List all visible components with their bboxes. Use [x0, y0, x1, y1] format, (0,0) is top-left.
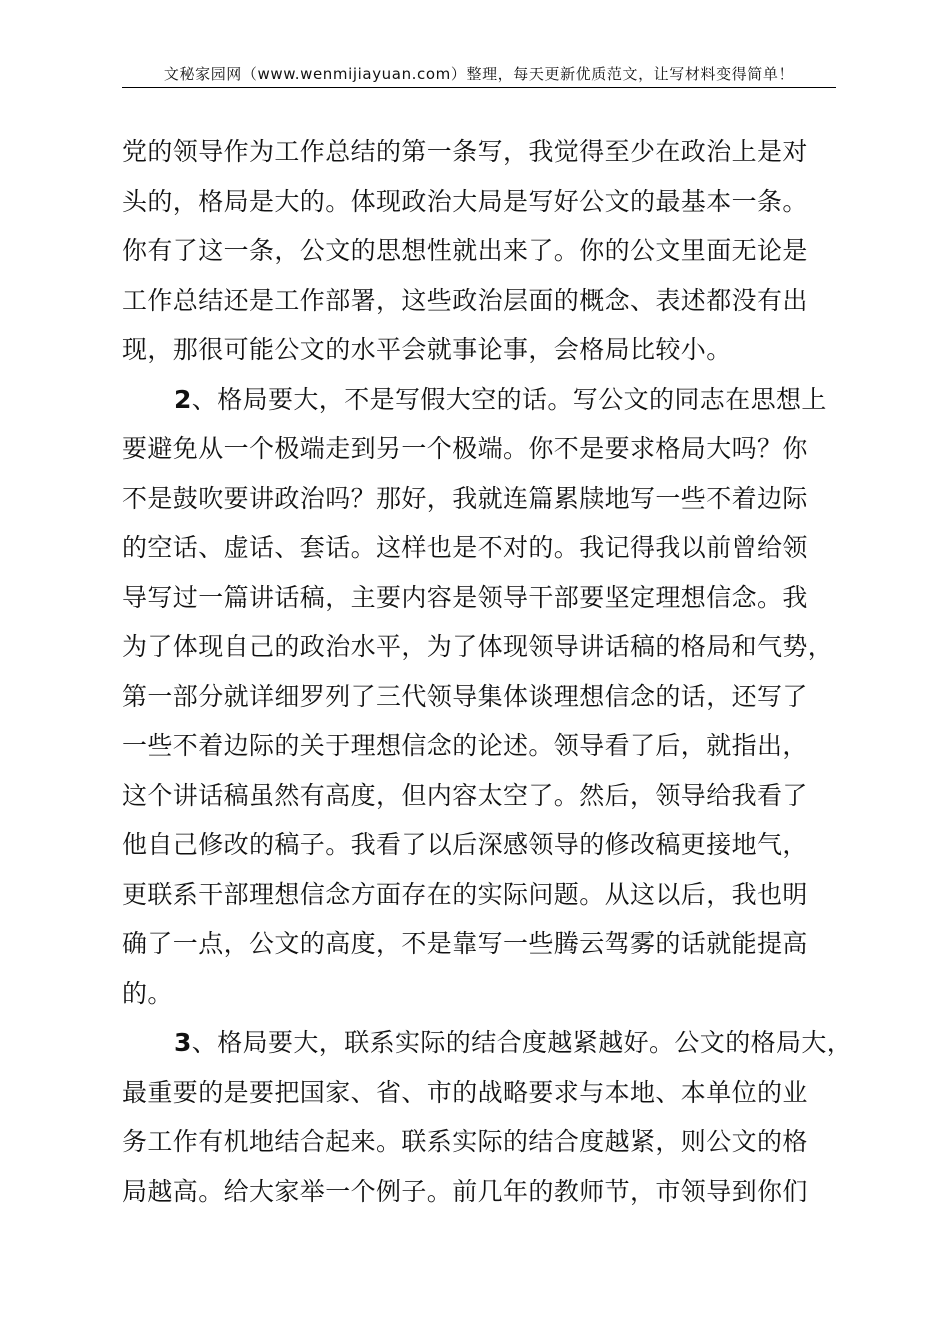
- text-line: 的空话、虚话、套话。这样也是不对的。我记得我以前曾给领: [122, 533, 808, 562]
- text-line: 党的领导作为工作总结的第一条写，我觉得至少在政治上是对: [122, 137, 808, 166]
- header-divider: [122, 87, 836, 88]
- item-number: 2: [174, 384, 192, 414]
- paragraph-3: [122, 1018, 853, 1216]
- text-line: 导写过一篇讲话稿，主要内容是领导干部要坚定理想信念。我: [122, 582, 808, 612]
- text-line: 第一部分就详细罗列了三代领导集体谈理想信念的话，还写了: [122, 681, 808, 711]
- text-line: 局越高。给大家举一个例子。前几年的教师节，市领导到你们: [122, 1176, 808, 1206]
- paragraph-first-line: [122, 1018, 853, 1068]
- text-line: 他自己修改的稿子。我看了以后深感领导的修改稿更接地气，: [122, 830, 808, 859]
- item-number: 3: [174, 1028, 192, 1057]
- site-header-text: 文秘家园网（www.wenmijiayuan.com）整理，每天更新优质范文，让写材料变得简单！: [163, 65, 795, 83]
- text-line: 的。: [122, 978, 173, 1008]
- text-line: 一些不着边际的关于理想信念的论述。领导看了后，就指出，: [122, 731, 808, 760]
- text-line: 你有了这一条，公文的思想性就出来了。你的公文里面无论是: [122, 236, 808, 265]
- text-line: 确了一点，公文的高度，不是靠写一些腾云驾雾的话就能提高: [122, 929, 808, 958]
- text-line: 不是鼓吹要讲政治吗？那好，我就连篇累牍地写一些不着边际: [122, 483, 808, 513]
- text-line: 头的，格局是大的。体现政治大局是写好公文的最基本一条。: [122, 186, 808, 216]
- text-line: 、格局要大，联系实际的结合度越紧越好。公文的格局大，: [191, 1028, 853, 1057]
- document-body: [122, 127, 853, 1216]
- paragraph-first-line: [122, 375, 842, 425]
- text-line: 要避免从一个极端走到另一个极端。你不是要求格局大吗？你: [122, 434, 808, 463]
- text-line: 最重要的是要把国家、省、市的战略要求与本地、本单位的业: [122, 1077, 808, 1107]
- text-line: 工作总结还是工作部署，这些政治层面的概念、表述都没有出: [122, 285, 808, 315]
- text-line: 为了体现自己的政治水平，为了体现领导讲话稿的格局和气势，: [122, 632, 834, 661]
- text-line: 更联系干部理想信念方面存在的实际问题。从这以后，我也明: [122, 879, 808, 909]
- paragraph-2: [122, 375, 842, 1019]
- text-line: 现，那很可能公文的水平会就事论事，会格局比较小。: [122, 335, 732, 364]
- text-line: 务工作有机地结合起来。联系实际的结合度越紧，则公文的格: [122, 1127, 808, 1156]
- text-line: 、格局要大，不是写假大空的话。写公文的同志在思想上: [191, 384, 827, 414]
- paragraph-1: [122, 127, 842, 375]
- text-line: 这个讲话稿虽然有高度，但内容太空了。然后，领导给我看了: [122, 780, 808, 810]
